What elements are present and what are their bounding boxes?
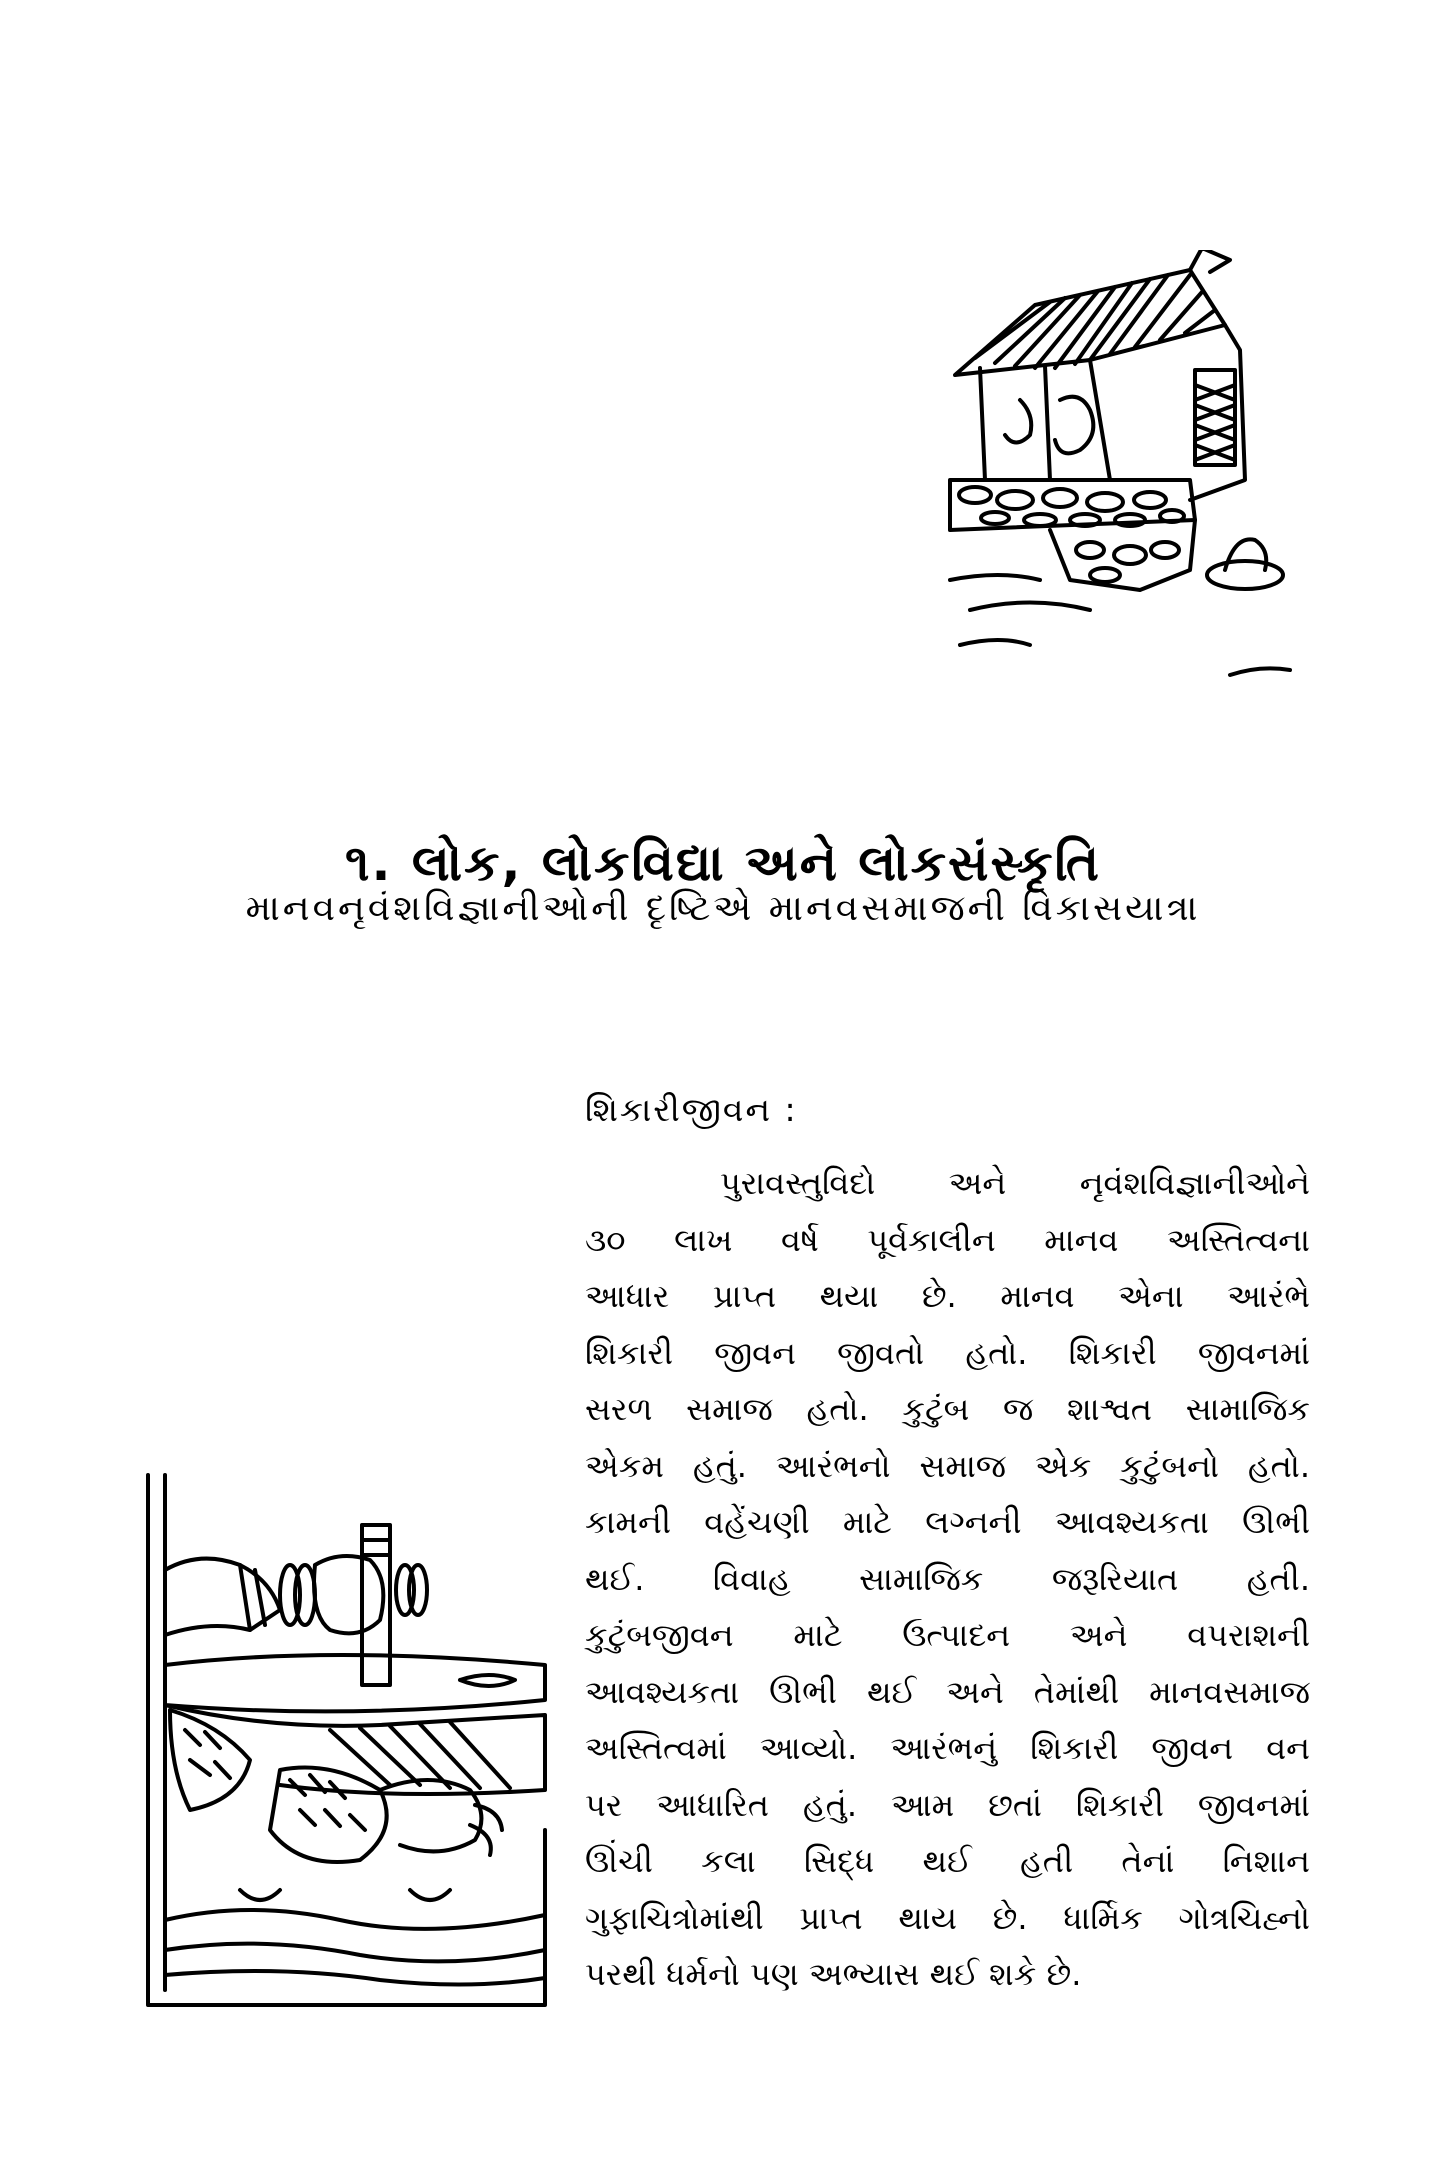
grinding-stone-illustration [130,1470,550,2010]
chapter-subtitle: માનવનૃવંશવિજ્ઞાનીઓની દૃષ્ટિએ માનવસમાજની વિકાસયાત્રા [245,888,1201,929]
section-heading: શિકારીજીવન : [585,1090,798,1129]
paragraph-line: પુરાવસ્તુવિદો અને નૃવંશવિજ્ઞાનીઓને [720,1164,1310,1202]
paragraph-line: શિકારી જીવન જીવતો હતો. શિકારી જીવનમાં [585,1333,1310,1372]
paragraph-line: અસ્તિત્વમાં આવ્યો. આરંભનું શિકારી જીવન વન [585,1729,1310,1767]
paragraph-line: પર આધારિત હતું. આમ છતાં શિકારી જીવનમાં [585,1785,1310,1824]
hut-illustration [940,250,1360,680]
paragraph-line: પરથી ધર્મનો પણ અભ્યાસ થઈ શકે છે. [585,1955,1082,1993]
paragraph-line: કામની વહેંચણી માટે લગ્નની આવશ્યકતા ઊભી [585,1503,1310,1541]
paragraph-line: આવશ્યકતા ઊભી થઈ અને તેમાંથી માનવસમાજ [585,1672,1310,1711]
paragraph-line: ૩૦ લાખ વર્ષ પૂર્વકાલીન માનવ અસ્તિત્વના [585,1220,1310,1259]
paragraph-line: થઈ. વિવાહ સામાજિક જરૂરિયાત હતી. [585,1559,1310,1598]
body-paragraph [585,1155,1310,2003]
paragraph-line: ઊંચી કલા સિદ્ધ થઈ હતી તેનાં નિશાન [585,1842,1310,1880]
paragraph-line: કુટુંબજીવન માટે ઉત્પાદન અને વપરાશની [585,1616,1310,1654]
paragraph-line: એકમ હતું. આરંભનો સમાજ એક કુટુંબનો હતો. [585,1446,1310,1485]
paragraph-line: ગુફાચિત્રોમાંથી પ્રાપ્ત થાય છે. ધાર્મિક ગોત્રચિહ્નો [585,1898,1310,1937]
paragraph-line: આધાર પ્રાપ્ત થયા છે. માનવ એના આરંભે [585,1277,1310,1315]
paragraph-line: સરળ સમાજ હતો. કુટુંબ જ શાશ્વત સામાજિક [585,1390,1310,1428]
chapter-title: ૧. લોક, લોકવિદ્યા અને લોકસંસ્કૃતિ [344,833,1102,892]
